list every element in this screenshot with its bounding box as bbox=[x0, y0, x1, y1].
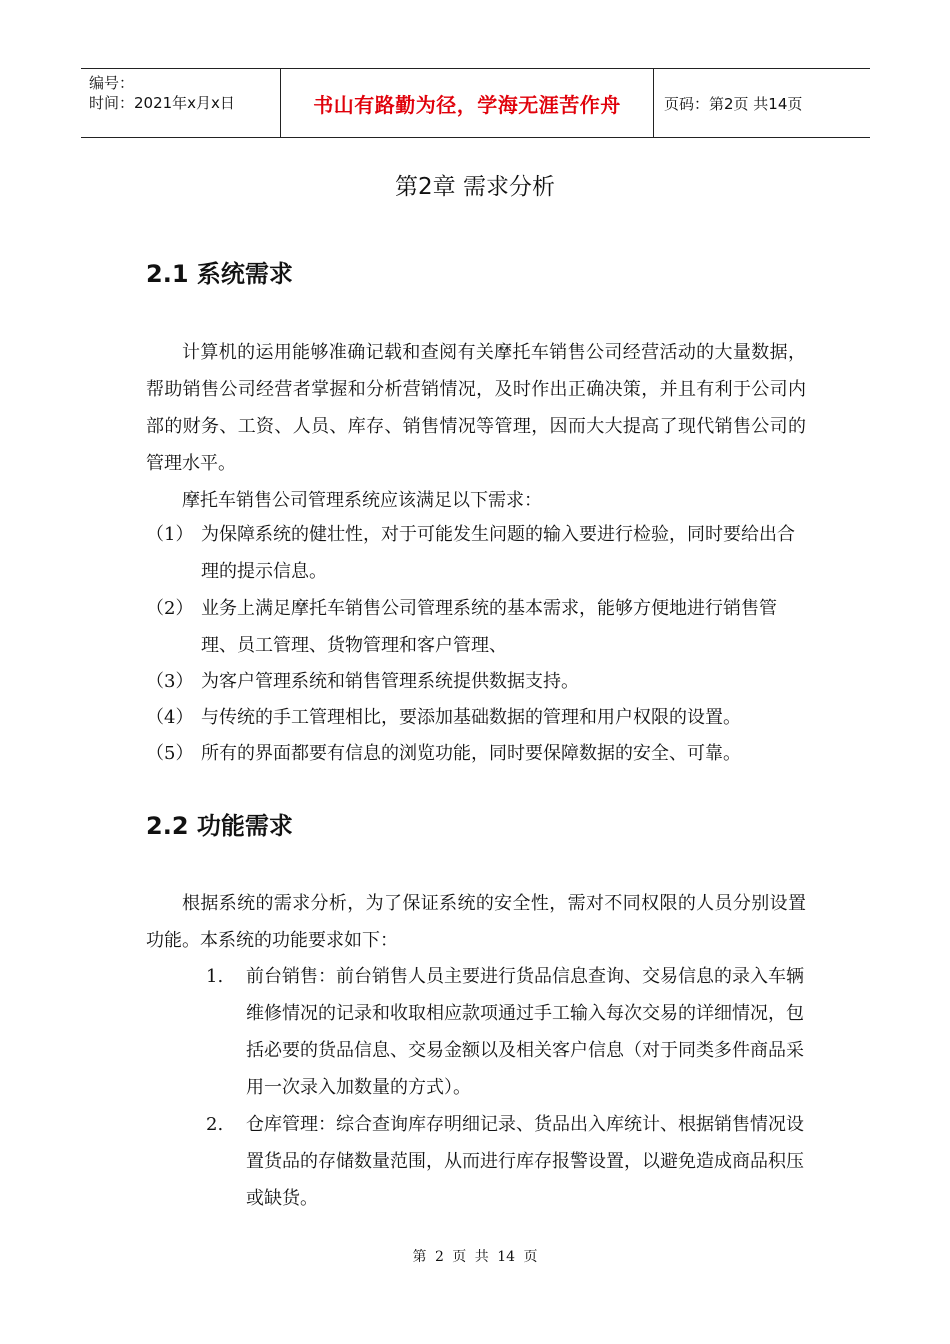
number-label: 编号： bbox=[89, 74, 135, 92]
function-item bbox=[206, 958, 806, 1106]
section-title-2-1: 2.1 系统需求 bbox=[146, 260, 293, 288]
header-left-cell bbox=[81, 69, 281, 137]
chapter-title: 第2章 需求分析 bbox=[395, 174, 555, 200]
section-title-2-2: 2.2 功能需求 bbox=[146, 812, 293, 840]
time-label: 时间：2021年x月x日 bbox=[89, 94, 235, 112]
requirement-item bbox=[146, 516, 806, 590]
requirement-item bbox=[146, 663, 806, 700]
requirement-text: 业务上满足摩托车销售公司管理系统的基本需求，能够方便地进行销售管理、员工管理、货物管理和客户管理、 bbox=[201, 598, 777, 656]
requirement-text: 为保障系统的健壮性，对于可能发生问题的输入要进行检验，同时要给出合理的提示信息。 bbox=[201, 524, 795, 582]
requirement-text: 为客户管理系统和销售管理系统提供数据支持。 bbox=[201, 671, 579, 692]
requirement-number: （2） bbox=[146, 598, 194, 619]
header-page-info: 页码：第2页 共14页 bbox=[664, 94, 803, 113]
requirement-number: （1） bbox=[146, 524, 194, 545]
requirement-number: （3） bbox=[146, 671, 194, 692]
requirement-text: 与传统的手工管理相比，要添加基础数据的管理和用户权限的设置。 bbox=[201, 707, 741, 728]
function-number: 1. bbox=[206, 966, 224, 987]
paragraph: 根据系统的需求分析，为了保证系统的安全性，需对不同权限的人员分别设置功能。本系统的功能要求如下： bbox=[146, 893, 806, 951]
requirement-number: （4） bbox=[146, 707, 194, 728]
requirement-number: （5） bbox=[146, 743, 194, 764]
function-item bbox=[206, 1106, 806, 1217]
paragraph: 摩托车销售公司管理系统应该满足以下需求： bbox=[182, 490, 542, 511]
function-text: 前台销售：前台销售人员主要进行货品信息查询、交易信息的录入车辆维修情况的记录和收取相应款项通过手工输入每次交易的详细情况，包括必要的货品信息、交易金额以及相关客户信息（对于同类多件商品采用一次录入加数量的方式）。 bbox=[246, 966, 804, 1098]
page-header bbox=[81, 68, 870, 138]
page-footer: 第 2 页 共 14 页 bbox=[412, 1249, 538, 1265]
requirement-item bbox=[146, 699, 806, 736]
header-motto: 书山有路勤为径，学海无涯苦作舟 bbox=[281, 69, 654, 137]
function-text: 仓库管理：综合查询库存明细记录、货品出入库统计、根据销售情况设置货品的存储数量范围，从而进行库存报警设置，以避免造成商品积压或缺货。 bbox=[246, 1114, 804, 1209]
requirement-item bbox=[146, 735, 806, 772]
function-number: 2. bbox=[206, 1114, 224, 1135]
requirement-item bbox=[146, 590, 806, 664]
paragraph: 计算机的运用能够准确记载和查阅有关摩托车销售公司经营活动的大量数据，帮助销售公司经营者掌握和分析营销情况，及时作出正确决策，并且有利于公司内部的财务、工资、人员、库存、销售情况等管理，因而大大提高了现代销售公司的管理水平。 bbox=[146, 342, 806, 474]
requirement-text: 所有的界面都要有信息的浏览功能，同时要保障数据的安全、可靠。 bbox=[201, 743, 741, 764]
